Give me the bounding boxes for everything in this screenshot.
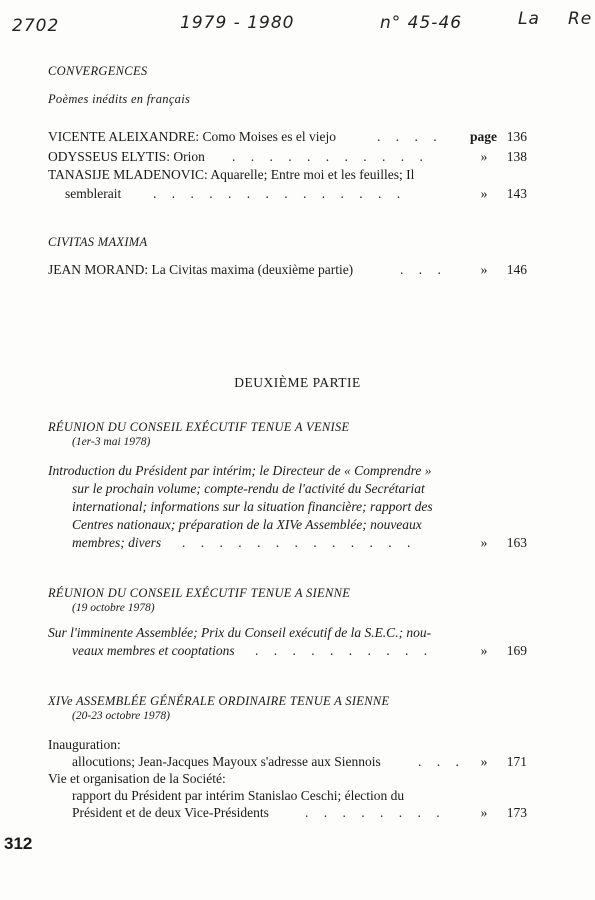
part-heading: DEUXIÈME PARTIE: [234, 375, 361, 390]
section-poemes: Poèmes inédits en français: [48, 92, 191, 106]
entry-title: ODYSSEUS ELYTIS: Orion: [48, 149, 205, 164]
entry-title: JEAN MORAND: La Civitas maxima (deuxième partie): [48, 262, 354, 277]
page-number: 143: [506, 186, 527, 201]
entry-line: sur le prochain volume; compte-rendu de l'activité du Secrétariat: [72, 481, 425, 496]
leader-dots: . . . . . . . .: [305, 805, 446, 820]
entry-line: Président et de deux Vice-Présidents: [72, 805, 269, 820]
handwritten-number: 2702: [12, 16, 60, 36]
ditto-mark: »: [480, 643, 488, 658]
entry-line: Introduction du Président par intérim; le Directeur de « Comprendre »: [48, 463, 432, 478]
section-venise-date: (1er-3 mai 1978): [72, 436, 151, 448]
page-number: 138: [506, 149, 527, 164]
entry-line: international; informations sur la situation financière; rapport des: [72, 499, 433, 514]
section-sienne-date: (19 octobre 1978): [72, 602, 155, 614]
entry-line: rapport du Président par intérim Stanislao Ceschi; élection du: [72, 788, 405, 803]
page-number: 163: [506, 535, 527, 550]
section-assemblee-date: (20-23 octobre 1978): [72, 710, 170, 722]
ditto-mark: »: [480, 149, 488, 164]
section-assemblee: XIVe ASSEMBLÉE GÉNÉRALE ORDINAIRE TENUE A SIENNE: [48, 694, 390, 708]
page-number: 136: [506, 129, 527, 144]
leader-dots: . . . . . . . . . . .: [232, 149, 429, 164]
page-label: page: [470, 129, 497, 144]
entry-title: VICENTE ALEIXANDRE: Como Moises es el viejo: [48, 129, 336, 144]
page-number: 171: [506, 754, 527, 769]
handwritten-word-re: Re: [568, 9, 593, 29]
page-number: 169: [506, 643, 527, 658]
folio-page-number: 312: [4, 834, 33, 853]
section-sienne: RÉUNION DU CONSEIL EXÉCUTIF TENUE A SIENNE: [48, 586, 351, 600]
entry-line: Sur l'imminente Assemblée; Prix du Conseil exécutif de la S.E.C.; nou-: [48, 625, 432, 640]
handwritten-word-la: La: [518, 9, 540, 29]
handwritten-issue: n° 45-46: [380, 13, 463, 33]
handwritten-years: 1979 - 1980: [180, 13, 295, 33]
leader-dots: . . . . . . . . . . . . .: [182, 535, 417, 550]
leader-dots: . . . .: [377, 129, 443, 144]
entry-title-cont: semblerait: [65, 186, 122, 201]
entry-line: Centres nationaux; préparation de la XIVe Assemblée; nouveaux: [72, 517, 422, 532]
section-convergences: CONVERGENCES: [48, 64, 148, 78]
section-venise: RÉUNION DU CONSEIL EXÉCUTIF TENUE A VENISE: [48, 420, 350, 434]
leader-dots: . . .: [418, 754, 465, 769]
ditto-mark: »: [480, 262, 488, 277]
entry-line: allocutions; Jean-Jacques Mayoux s'adresse aux Siennois: [72, 754, 381, 769]
page-number: 173: [506, 805, 527, 820]
leader-dots: . . .: [400, 262, 447, 277]
entry-line: veaux membres et cooptations: [72, 643, 235, 658]
leader-dots: . . . . . . . . . .: [255, 643, 434, 658]
entry-title: TANASIJE MLADENOVIC: Aquarelle; Entre moi et les feuilles; Il: [48, 167, 415, 182]
section-civitas: CIVITAS MAXIMA: [48, 235, 148, 249]
leader-dots: . . . . . . . . . . . . . .: [153, 186, 407, 201]
ditto-mark: »: [480, 535, 488, 550]
ditto-mark: »: [480, 805, 488, 820]
entry-line: membres; divers: [72, 535, 162, 550]
page-number: 146: [506, 262, 527, 277]
ditto-mark: »: [480, 754, 488, 769]
entry-heading: Vie et organisation de la Société:: [48, 771, 226, 786]
ditto-mark: »: [480, 186, 488, 201]
entry-heading: Inauguration:: [48, 737, 121, 752]
